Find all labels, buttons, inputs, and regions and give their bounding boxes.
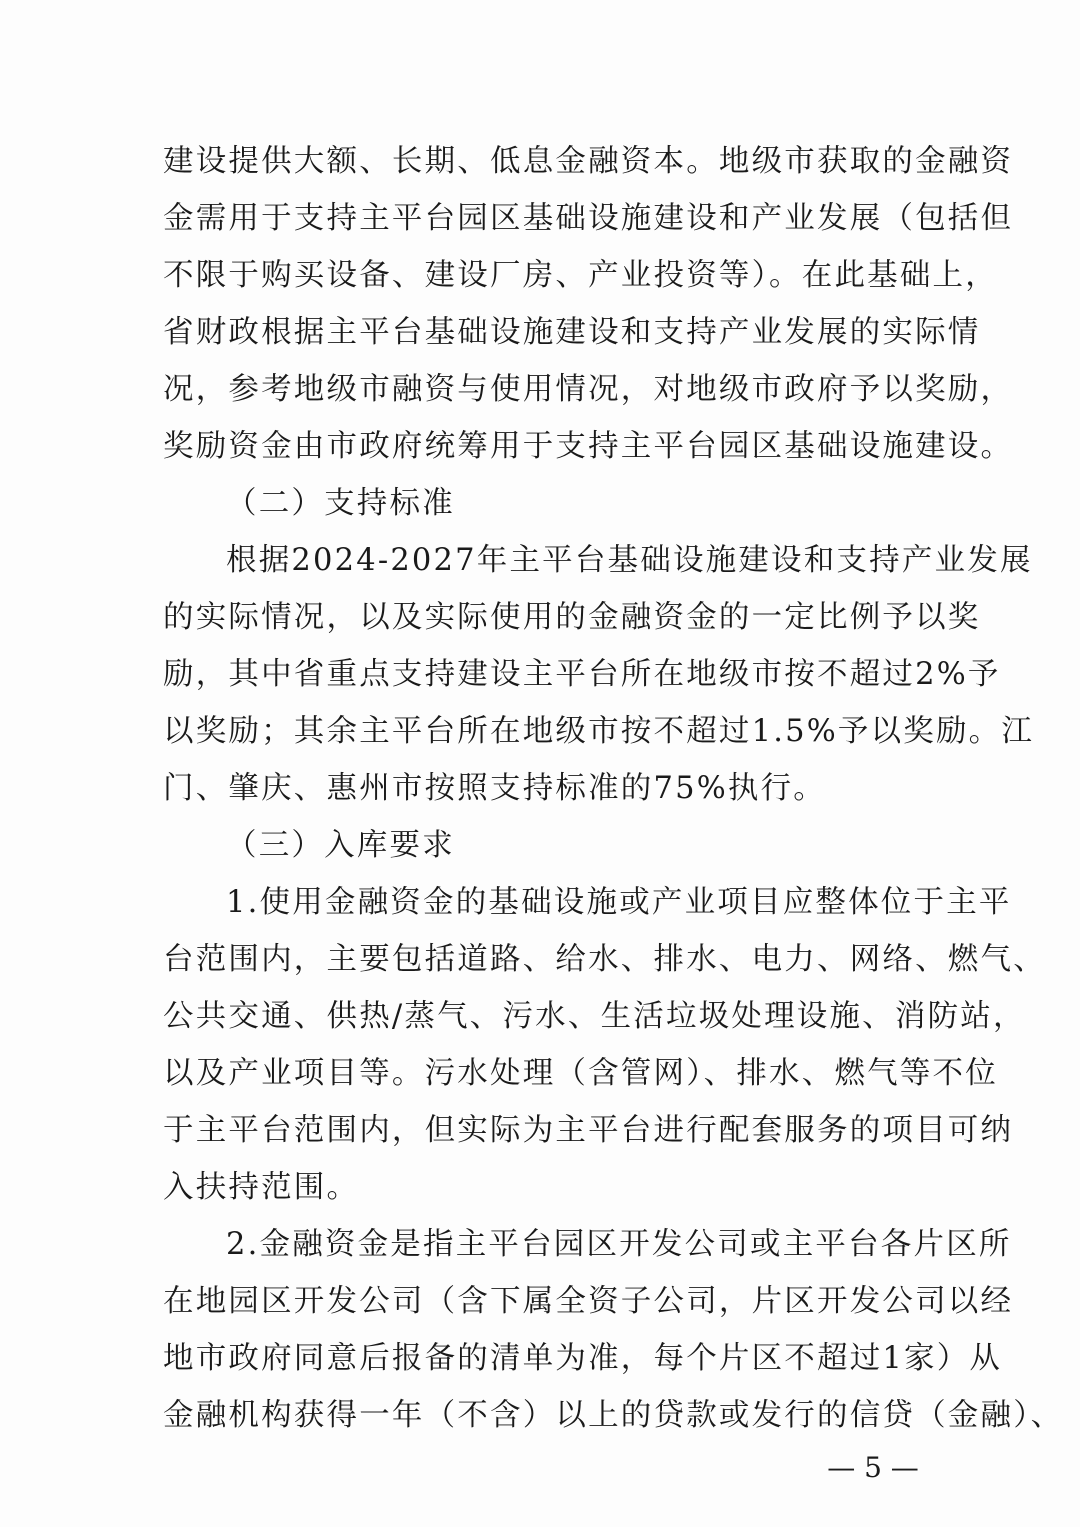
paragraph-line: 的实际情况，以及实际使用的金融资金的一定比例予以奖	[163, 600, 981, 635]
section-heading: （二）支持标准	[226, 486, 455, 521]
paragraph-line: 建设提供大额、长期、低息金融资本。地级市获取的金融资	[163, 144, 1014, 179]
paragraph-line: 励，其中省重点支持建设主平台所在地级市按不超过2%予	[163, 657, 1001, 692]
paragraph-line: 门、肇庆、惠州市按照支持标准的75%执行。	[163, 771, 826, 806]
paragraph-line: 于主平台范围内，但实际为主平台进行配套服务的项目可纳	[163, 1113, 1014, 1148]
paragraph-line: 地市政府同意后报备的清单为准，每个片区不超过1家）从	[163, 1341, 1003, 1376]
paragraph-line: 金融机构获得一年（不含）以上的贷款或发行的信贷（金融）、	[163, 1398, 1064, 1433]
paragraph-line: 根据2024-2027年主平台基础设施建设和支持产业发展	[226, 543, 1033, 578]
paragraph-line: 以奖励；其余主平台所在地级市按不超过1.5%予以奖励。江	[163, 714, 1035, 749]
paragraph-line: 入扶持范围。	[163, 1170, 360, 1205]
paragraph-line: 奖励资金由市政府统筹用于支持主平台园区基础设施建设。	[163, 429, 1014, 464]
paragraph-line: 省财政根据主平台基础设施建设和支持产业发展的实际情	[163, 315, 981, 350]
paragraph-line: 金需用于支持主平台园区基础设施建设和产业发展（包括但	[163, 201, 1014, 236]
paragraph-line: 台范围内，主要包括道路、给水、排水、电力、网络、燃气、	[163, 942, 1046, 977]
paragraph-line: 公共交通、供热/蒸气、污水、生活垃圾处理设施、消防站，	[163, 999, 1026, 1034]
page-number: — 5 —	[827, 1451, 919, 1484]
paragraph-line: 在地园区开发公司（含下属全资子公司，片区开发公司以经	[163, 1284, 1014, 1319]
paragraph-line: 1.使用金融资金的基础设施或产业项目应整体位于主平	[226, 885, 1012, 920]
paragraph-line: 2.金融资金是指主平台园区开发公司或主平台各片区所	[226, 1227, 1012, 1262]
paragraph-line: 况，参考地级市融资与使用情况，对地级市政府予以奖励，	[163, 372, 1014, 407]
section-heading: （三）入库要求	[226, 828, 455, 863]
paragraph-line: 不限于购买设备、建设厂房、产业投资等）。在此基础上，	[163, 258, 998, 293]
paragraph-line: 以及产业项目等。污水处理（含管网）、排水、燃气等不位	[163, 1056, 998, 1091]
